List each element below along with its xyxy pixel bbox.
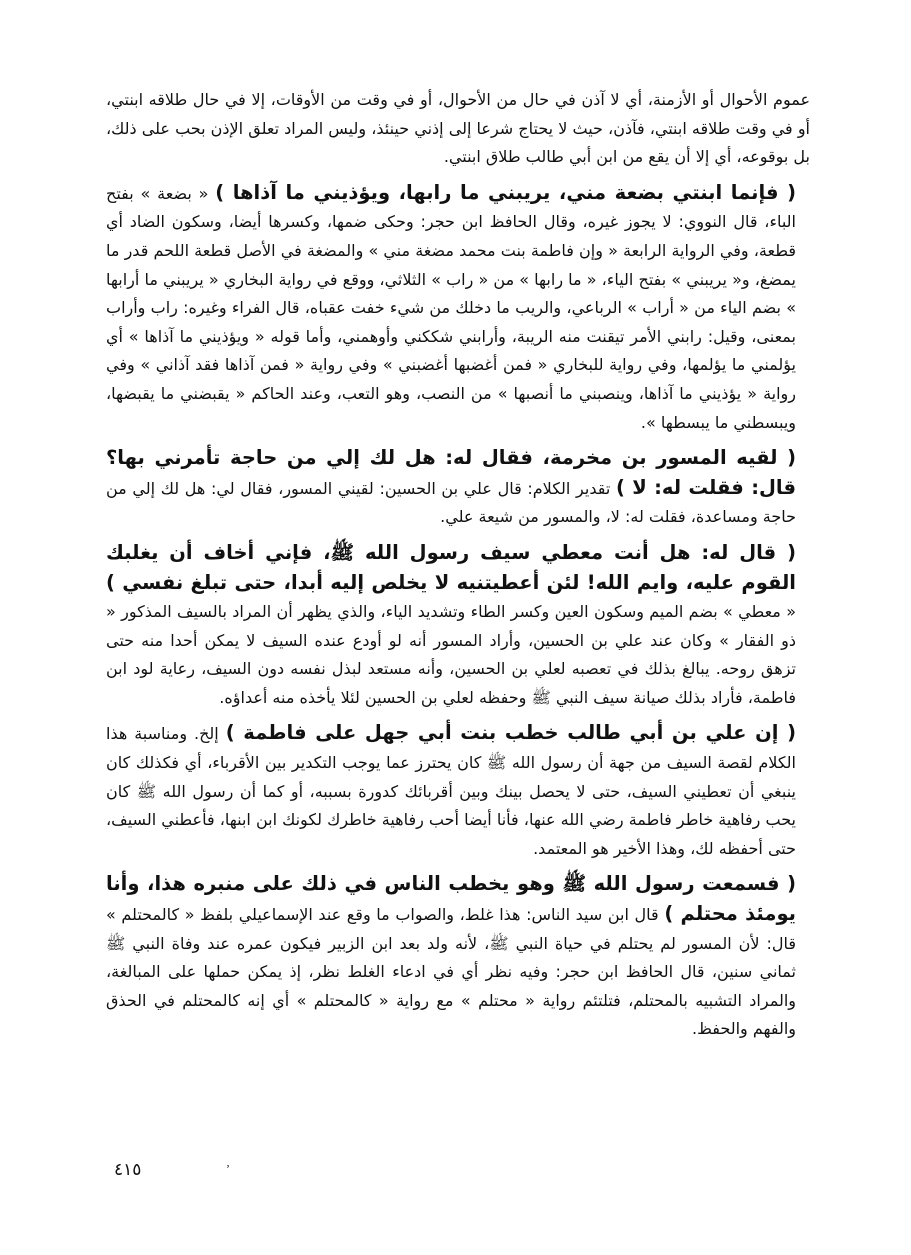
paragraph-1: [106, 86, 810, 172]
commentary-text: تقدير الكلام: قال علي بن الحسين: لقيني المسور، فقال لي: هل لك إلي من حاجة ومساعدة، فقلت له: لا، والمسور من شيعة علي.: [106, 478, 796, 527]
hadith-quote-heading: ( فإنما ابنتي بضعة مني، يريبني ما رابها، ويؤذيني ما آذاها ): [215, 180, 796, 204]
hadith-quote-heading: ( إن علي بن أبي طالب خطب بنت أبي جهل على فاطمة ): [225, 721, 796, 745]
page-body: [106, 86, 810, 1044]
hadith-quote-heading: ( قال له: هل أنت معطي سيف رسول الله ﷺ، فإني أخاف أن يغلبك القوم عليه، وايم الله! لئن أعطيتنيه لا يخلص إليه أبدا، حتى تبلغ نفسي ): [106, 540, 796, 594]
commentary-text: إلخ. ومناسبة هذا الكلام لقصة السيف من جهة أن رسول الله ﷺ كان يحترز عما يوجب التكدير بين الأقرباء، أي فكذلك كان ينبغي أن تعطيني السيف، حتى لا يحصل بينك وبين أقربائك كدورة بسببه، أو كما أن رسول الله ﷺ كان يحب رفاهية خاطر فاطمة رضي الله عنها، فأنا أيضا أحب رفاهية خاطرك لكونك ابن ابنها، فأعطني السيف، حتى أحفظه لك، وهذا الأخير هو المعتمد.: [106, 724, 796, 858]
hadith-quote-heading: ( لقيه المسور بن مخرمة، فقال له: هل لك إلي من حاجة تأمرني بها؟ قال: فقلت له: لا ): [106, 446, 796, 499]
page-number: ٤١٥: [114, 1160, 142, 1180]
paragraph-6: [106, 870, 810, 1044]
paragraph-3: [106, 444, 810, 532]
commentary-text: « معطي » بضم الميم وسكون العين وكسر الطاء وتشديد الياء، والذي يظهر أن المراد بالسيف المذكور « ذو الفقار » وكان عند علي بن الحسين، وأراد المسور أنه لو أودع عنده السيف لا يمكن أحدا منه حتى تزهق روحه. يبالغ بذلك في تعصبه لعلي بن الحسين، وأنه مستعد لبذل نفسه دون السيف، رعاية لود ابن فاطمة، فأراد بذلك صيانة سيف النبي ﷺ وحفظه لعلي بن الحسين لئلا يأخذه منه أعداؤه.: [106, 602, 796, 707]
paragraph-4: [106, 539, 810, 713]
paragraph-2: [106, 179, 810, 437]
paragraph-text: عموم الأحوال أو الأزمنة، أي لا آذن في حال من الأحوال، أو في وقت من الأوقات، إلا في حال طلاقه ابنتي، أو في وقت طلاقه ابنتي، فآذن، حيث لا يحتاج شرعا إلى إذني حينئذ، وليس المراد تعلق الإذن بحب على ذلك، بل بوقوعه، أي إلا أن يقع من ابن أبي طالب طلاق ابنتي.: [106, 90, 810, 167]
paragraph-5: [106, 719, 810, 863]
commentary-text: قال ابن سيد الناس: هذا غلط، والصواب ما وقع عند الإسماعيلي بلفظ « كالمحتلم » قال: لأن المسور لم يحتلم في حياة النبي ﷺ، لأنه ولد بعد ابن الزبير فيكون عمره عند وفاة النبي ﷺ ثماني سنين، قال الحافظ ابن حجر: وفيه نظر أي في ادعاء الغلط نظر، إذ يمكن حملها على المبالغة، والمراد التشبيه بالمحتلم، فتلتئم رواية « محتلم » مع رواية « كالمحتلم » أي إنه كالمحتلم في الحذق والفهم والحفظ.: [106, 905, 796, 1039]
commentary-text: « بضعة » بفتح الباء، قال النووي: لا يجوز غيره، وقال الحافظ ابن حجر: وحكى ضمها، وكسرها أيضا، وسكون الضاد أي قطعة، وفي الرواية الرابعة « وإن فاطمة بنت محمد مضغة مني » والمضغة في الأصل قطعة اللحم قدر ما يمضغ، و« يريبني » بفتح الياء، « ما رابها » من « راب » الثلاثي، ووقع في رواية البخاري « يريبني ما أرابها » بضم الياء من « أراب » الرباعي، والريب ما دخلك من شيء خفت عقباه، قال الفراء وغيره: راب وأراب بمعنى، وقيل: رابني الأمر تيقنت منه الريبة، وأرابني شككني وأوهمني، وأما قوله « ويؤذيني ما آذاها » أي يؤلمني ما يؤلمها، وفي رواية للبخاري « فمن أغضبها أغضبني » وفي رواية « فمن آذاها فقد آذاني » وفي رواية « يؤذيني ما آذاها، وينصبني ما أنصبها » من النصب، وهو التعب، وعند الحاكم « يقبضني ما يقبضها، ويبسطني ما يبسطها ».: [106, 183, 796, 432]
stray-mark: ʼ: [226, 1162, 230, 1176]
hadith-quote-heading: ( فسمعت رسول الله ﷺ وهو يخطب الناس في ذلك على منبره هذا، وأنا يومئذ محتلم ): [106, 872, 797, 926]
